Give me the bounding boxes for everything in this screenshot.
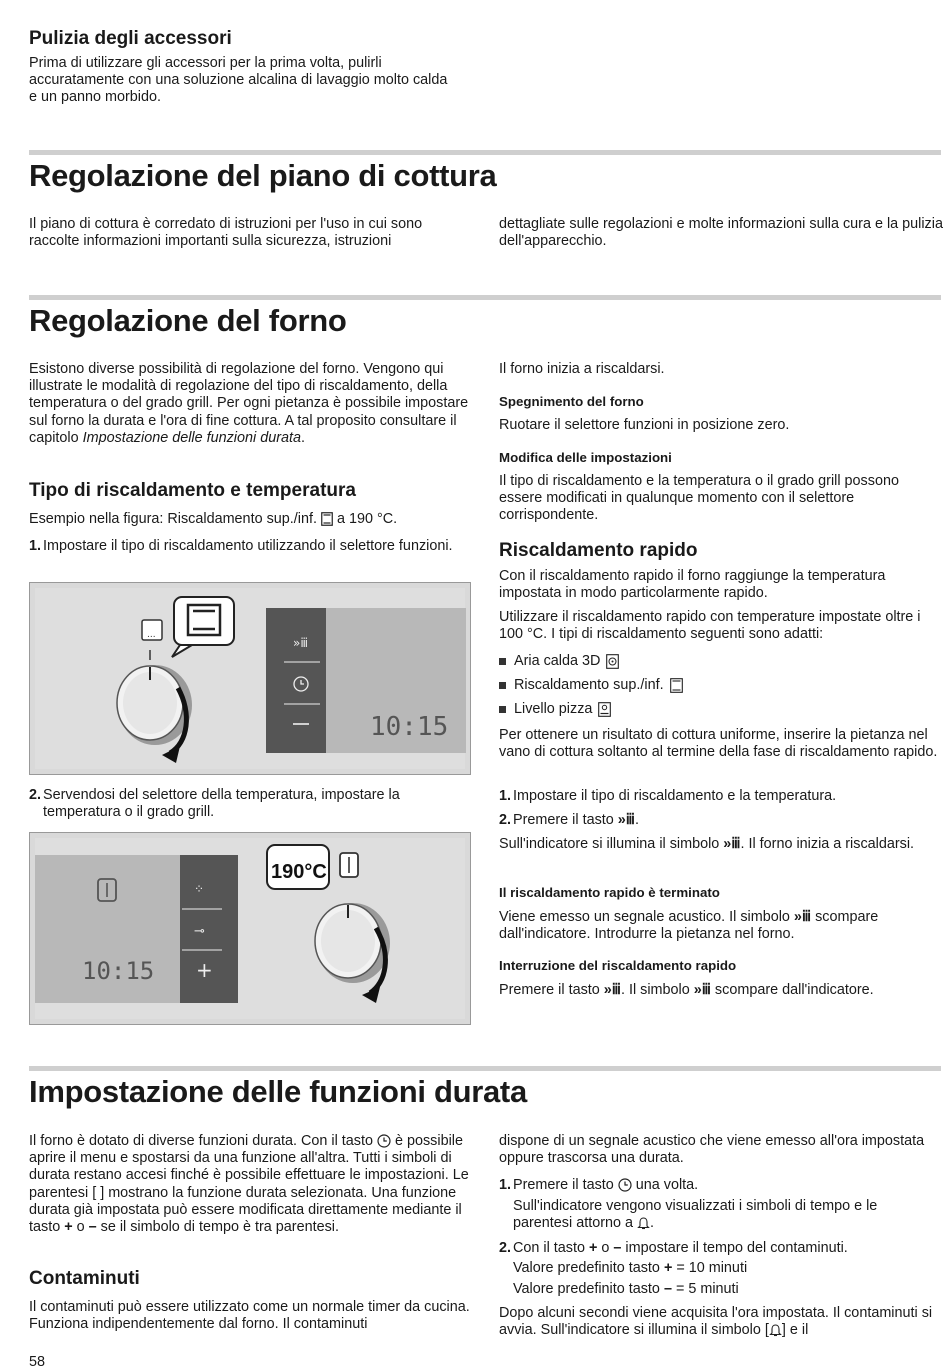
display-time: 10:15 <box>82 957 155 985</box>
list-item: Aria calda 3D <box>499 653 619 670</box>
display-time: 10:15 <box>370 712 449 742</box>
rapid-step-2-result: Sull'indicatore si illumina il simbolo »ⅲ. Il forno inizia a riscaldarsi. <box>499 836 915 852</box>
clock-icon <box>377 1134 391 1148</box>
rapid-heat-p3: Per ottenere un risultato di cottura uniforme, inserire la pietanza nel vano di cottura soltanto al termine della fase di riscaldamento rapido. <box>499 727 938 761</box>
subsection-title-timer: Contaminuti <box>29 1268 140 1289</box>
heading-change-settings: Modifica delle impostazioni <box>499 450 672 465</box>
hot-air-3d-icon <box>606 654 619 669</box>
duration-intro: Il forno è dotato di diverse funzioni durata. Con il tasto è possibile aprire il menu e spostarsi da una funzione all'altra. Tutti i simboli di durata restano accesi finché è possibile effettuare le impostazioni. Le parentesi [ ] mostrano la funzione durata selezionata. Una funzione durata già impostata può essere modificata direttamente mediante il tasto + o – se il simbolo di tempo è tra parentesi. <box>29 1133 469 1236</box>
subsection-title-heating: Tipo di riscaldamento e temperatura <box>29 480 356 501</box>
top-heat-key-icon: ⁘ <box>194 882 205 896</box>
bullet-icon <box>499 706 506 713</box>
default-minus: Valore predefinito tasto – = 5 minuti <box>513 1281 739 1297</box>
heading-rapid-interrupt: Interruzione del riscaldamento rapido <box>499 958 737 973</box>
plus-key-icon: + <box>196 958 213 982</box>
bullet-icon <box>499 658 506 665</box>
section-title-accessories: Pulizia degli accessori <box>29 28 232 49</box>
hob-body-right: dettagliate sulle regolazioni e molte informazioni sulla cura e la pulizia dell'apparecchio. <box>499 216 943 250</box>
rapid-heat-icon: »ⅲ <box>617 812 635 828</box>
rapid-heat-icon: »ⅲ <box>693 982 711 998</box>
list-item: Livello pizza <box>499 701 611 718</box>
plus-icon: + <box>589 1240 598 1256</box>
rapid-heat-p2: Utilizzare il riscaldamento rapido con temperature impostate oltre i 100 °C. I tipi di riscaldamento seguenti sono adatti: <box>499 609 921 643</box>
key-lock-icon: ⊸ <box>194 924 205 939</box>
rapid-interrupt-body: Premere il tasto »ⅲ. Il simbolo »ⅲ scompare dall'indicatore. <box>499 982 874 998</box>
hob-body-left: Il piano di cottura è corredato di istruzioni per l'uso in cui sono raccolte informazioni importanti sulla sicurezza, istruzioni <box>29 216 423 250</box>
pizza-setting-icon <box>598 702 611 717</box>
timer-step-1: 1. Premere il tasto una volta. <box>499 1177 699 1193</box>
top-bottom-heat-icon <box>670 678 683 693</box>
svg-text:...: ... <box>147 630 156 640</box>
subsection-title-rapid-heat: Riscaldamento rapido <box>499 540 698 561</box>
accessories-body: Prima di utilizzare gli accessori per la prima volta, pulirli accuratamente con una soluzione alcalina di lavaggio molto calda e un panno morbido. <box>29 55 448 106</box>
rapid-heat-icon: »ⅲ <box>603 982 621 998</box>
step-2: 2. Servendosi del selettore della temperatura, impostare la temperatura o il grado grill. <box>29 787 400 821</box>
rapid-heat-p1: Con il riscaldamento rapido il forno raggiunge la temperatura impostata in modo particolarmente rapido. <box>499 568 886 602</box>
list-item: Riscaldamento sup./inf. <box>499 677 683 694</box>
plus-icon: + <box>663 1260 673 1276</box>
figure-temperature-selector <box>29 832 471 1025</box>
top-bottom-heat-icon <box>321 512 333 526</box>
timer-step-2: 2. Con il tasto + o – impostare il tempo del contaminuti. <box>499 1240 848 1256</box>
timer-step-1-result: Sull'indicatore vengono visualizzati i simboli di tempo e le parentesi attorno a . <box>513 1198 878 1232</box>
rapid-heat-icon: »ⅲ <box>793 909 812 925</box>
function-selector-illustration <box>30 583 470 774</box>
section-title-hob: Regolazione del piano di cottura <box>29 158 497 193</box>
section-divider <box>29 295 941 300</box>
example-text: Esempio nella figura: Riscaldamento sup./inf. a 190 °C. <box>29 511 398 527</box>
intro-link: Impostazione delle funzioni durata <box>82 429 302 446</box>
oven-heats-text: Il forno inizia a riscaldarsi. <box>499 361 665 377</box>
heading-switch-off: Spegnimento del forno <box>499 394 644 409</box>
timer-body: Il contaminuti può essere utilizzato come un normale timer da cucina. Funziona indipendentemente dal forno. Il contaminuti <box>29 1299 470 1333</box>
temperature-selector-illustration <box>30 833 470 1024</box>
oven-intro: Esistono diverse possibilità di regolazione del forno. Vengono qui illustrate le modalità di regolazione del tipo di riscaldamento, della temperatura o del grado grill. Per ogni pietanza è possibile impostare sul forno la durata e l'ora di fine cottura. A tal proposito consultare il capitolo Impostazione delle funzioni durata. <box>29 361 469 446</box>
rapid-done-body: Viene emesso un segnale acustico. Il simbolo »ⅲ scompare dall'indicatore. Introdurre la pietanza nel forno. <box>499 909 879 943</box>
timer-final: Dopo alcuni secondi viene acquisita l'ora impostata. Il contaminuti si avvia. Sull'indicatore si illumina il simbolo [ ] e il <box>499 1305 933 1339</box>
minus-icon: – <box>88 1219 97 1236</box>
figure-function-selector <box>29 582 471 775</box>
section-divider <box>29 150 941 155</box>
switch-off-body: Ruotare il selettore funzioni in posizione zero. <box>499 417 790 433</box>
rapid-heat-key-icon: »ⅲ <box>293 636 308 650</box>
heading-rapid-done: Il riscaldamento rapido è terminato <box>499 885 720 900</box>
plus-icon: + <box>64 1219 73 1236</box>
timer-body-cont: dispone di un segnale acustico che viene emesso all'ora impostata oppure trascorsa una durata. <box>499 1133 925 1167</box>
section-title-oven: Regolazione del forno <box>29 303 347 338</box>
section-divider <box>29 1066 941 1071</box>
clock-icon <box>618 1178 632 1192</box>
rapid-step-1: 1. Impostare il tipo di riscaldamento e la temperatura. <box>499 788 837 804</box>
default-plus: Valore predefinito tasto + = 10 minuti <box>513 1260 748 1276</box>
rapid-step-2: 2. Premere il tasto »ⅲ. <box>499 812 639 828</box>
step-1: 1. Impostare il tipo di riscaldamento utilizzando il selettore funzioni. <box>29 538 453 554</box>
rapid-heat-icon: »ⅲ <box>723 836 741 852</box>
change-settings-body: Il tipo di riscaldamento e la temperatura o il grado grill possono essere modificati in qualunque momento con il selettore corrispondente. <box>499 473 899 524</box>
section-title-duration: Impostazione delle funzioni durata <box>29 1074 527 1109</box>
page-number: 58 <box>29 1354 46 1370</box>
minus-icon: – <box>663 1281 672 1297</box>
callout-temperature: 190°C <box>271 861 327 883</box>
bullet-icon <box>499 682 506 689</box>
bell-icon <box>637 1216 650 1230</box>
minus-icon: – <box>613 1240 622 1256</box>
bell-icon <box>769 1323 782 1337</box>
